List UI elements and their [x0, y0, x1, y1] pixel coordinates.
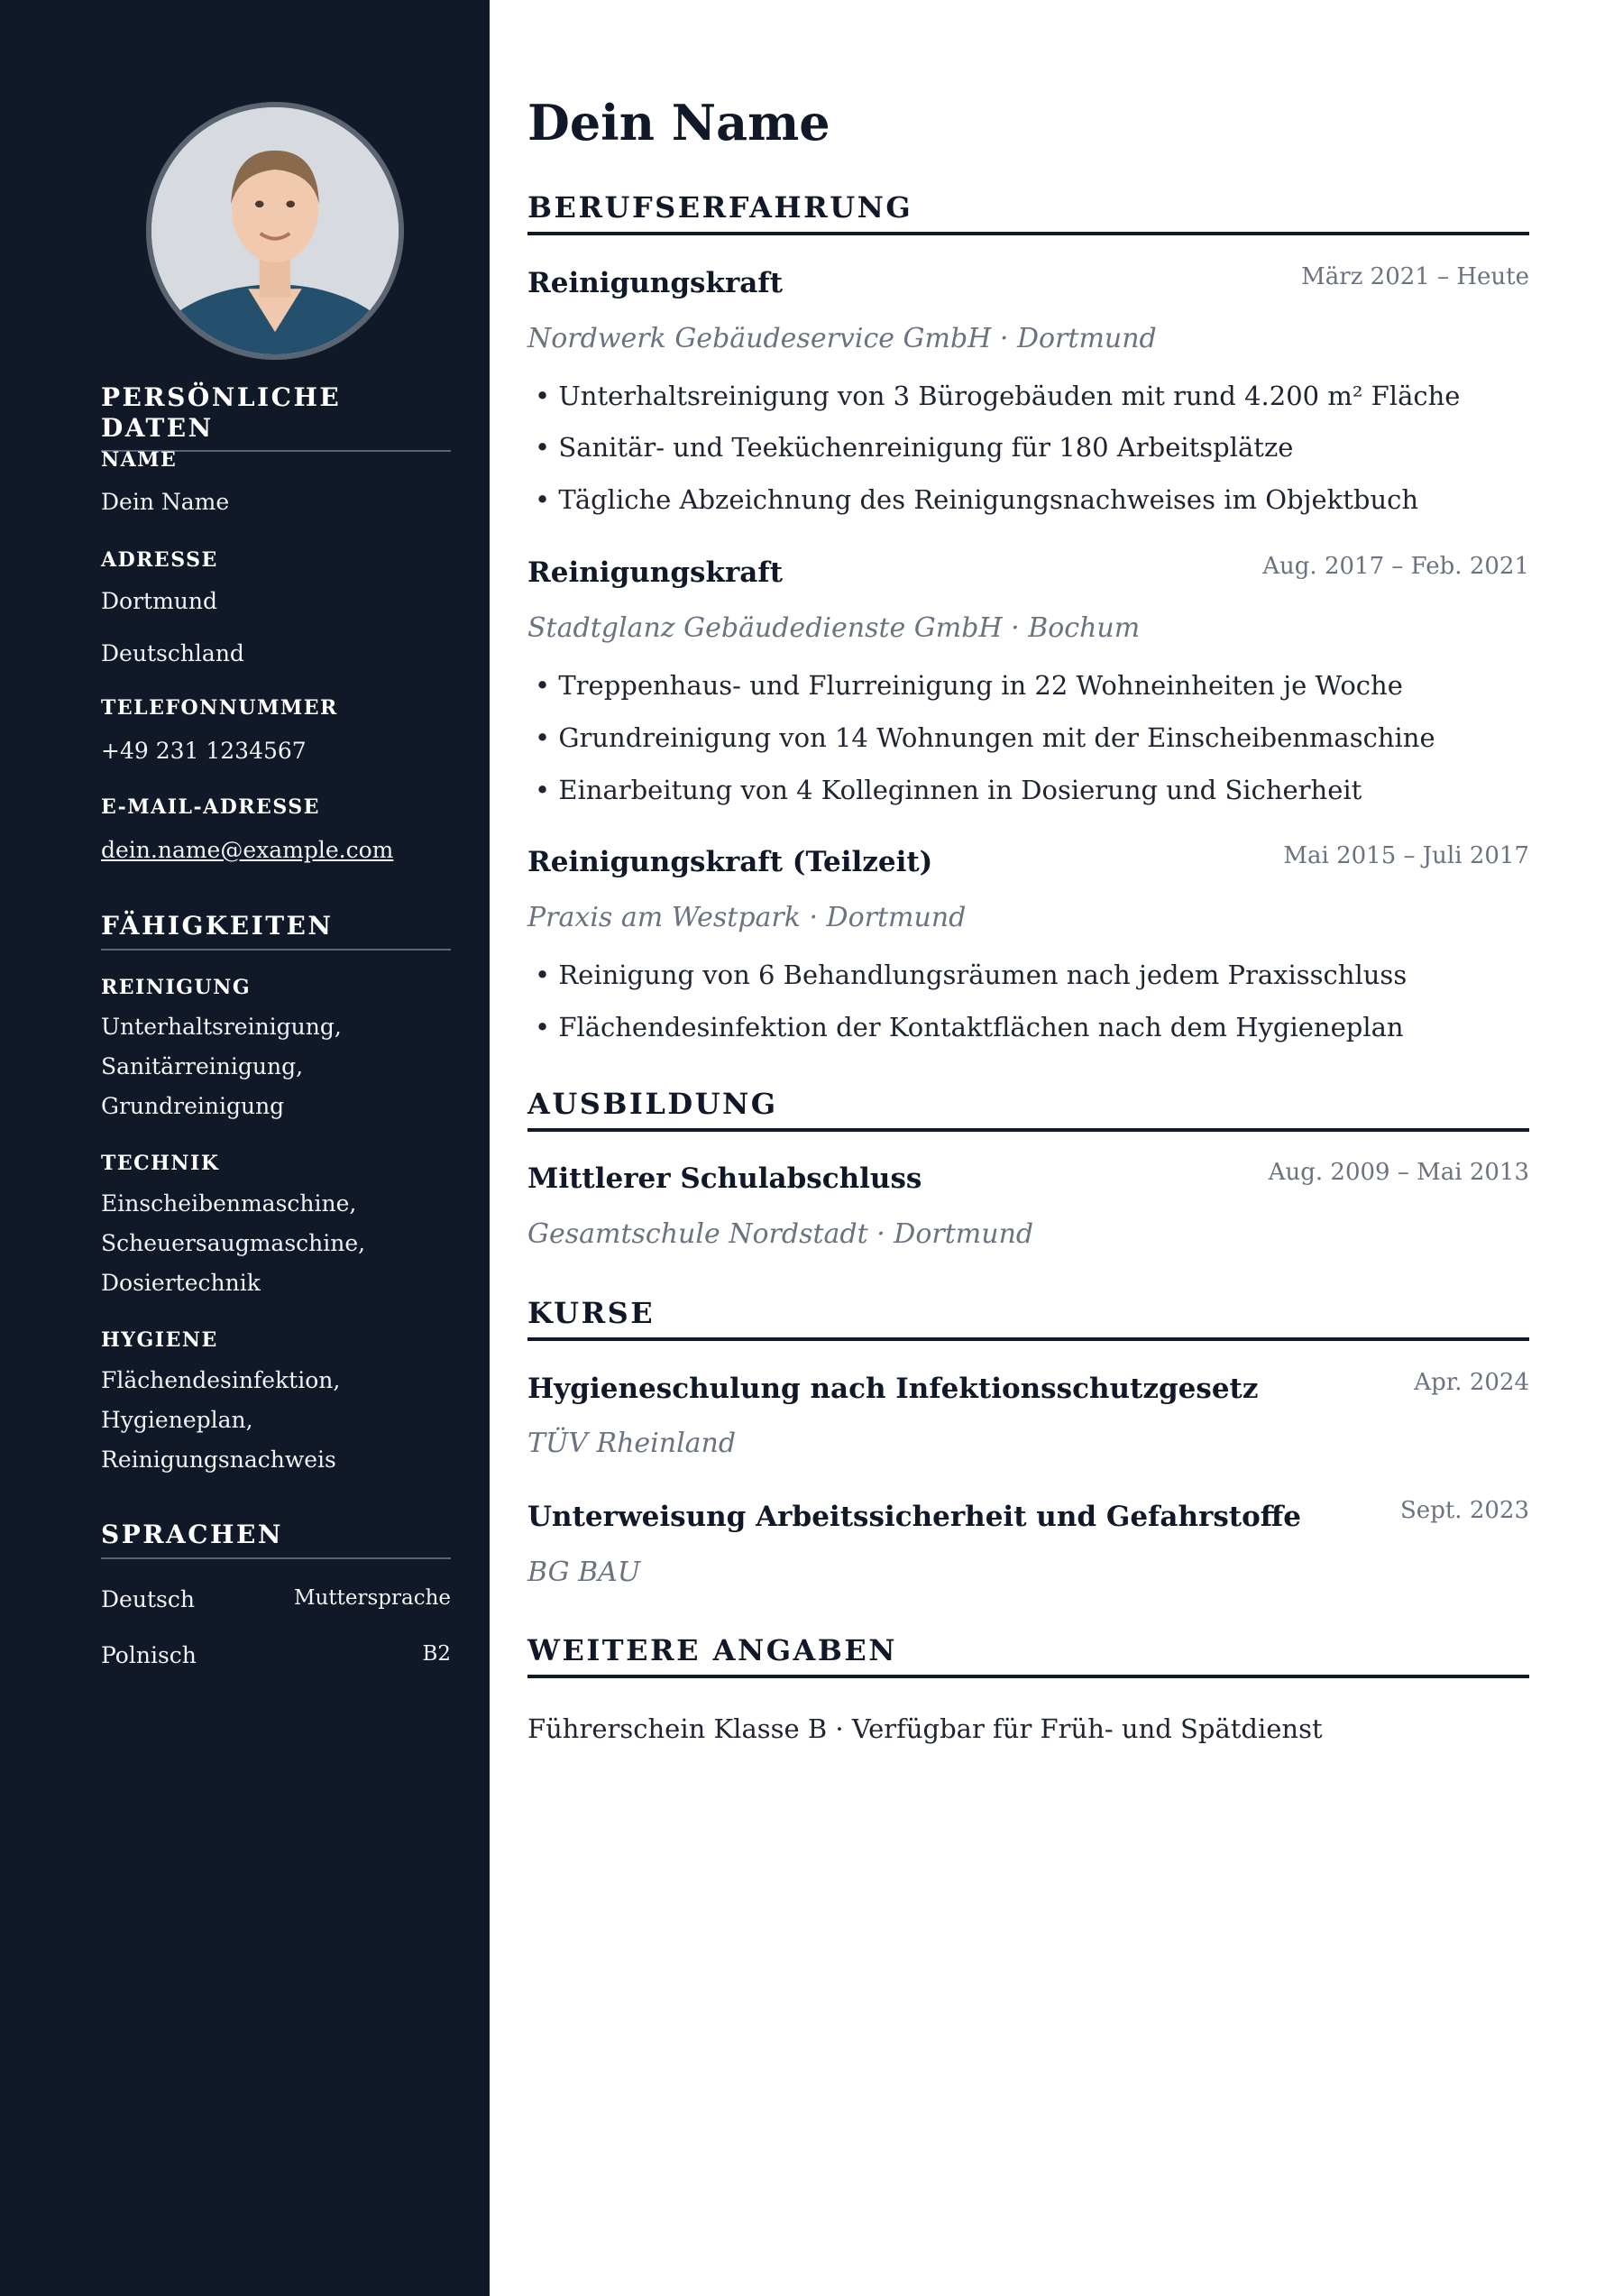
education-organization: Gesamtschule Nordstadt · Dortmund	[527, 1218, 1034, 1250]
job-bullet: • Sanitär- und Teeküchenreinigung für 180 Arbeitsplätze	[535, 432, 1294, 463]
skill-category-label: HYGIENE	[101, 1328, 218, 1352]
job-bullet: • Unterhaltsreinigung von 3 Bürogebäuden mit rund 4.200 m² Fläche	[535, 381, 1461, 411]
language-level: Muttersprache	[294, 1586, 451, 1610]
job-title: Reinigungskraft	[527, 267, 784, 299]
phone-label: TELEFONNUMMER	[101, 696, 338, 720]
job-bullet: • Flächendesinfektion der Kontaktflächen nach dem Hygieneplan	[535, 1012, 1404, 1042]
course-date: Apr. 2024	[1414, 1369, 1529, 1396]
education-title: Mittlerer Schulabschluss	[527, 1162, 922, 1195]
skill-line: Hygieneplan,	[101, 1407, 253, 1433]
languages-heading: SPRACHEN	[101, 1520, 451, 1559]
language-row	[101, 1642, 451, 1668]
language-level: B2	[422, 1642, 451, 1666]
skill-line: Unterhaltsreinigung,	[101, 1014, 342, 1040]
skill-line: Dosiertechnik	[101, 1270, 261, 1296]
skill-line: Scheuersaugmaschine,	[101, 1230, 366, 1256]
address-city: Dortmund	[101, 588, 218, 614]
personal-data-heading: PERSÖNLICHE DATEN	[101, 382, 451, 452]
job-date: Aug. 2017 – Feb. 2021	[1262, 553, 1529, 580]
job-organization: Praxis am Westpark · Dortmund	[527, 902, 967, 933]
job-bullet: • Treppenhaus- und Flurreinigung in 22 Wohneinheiten je Woche	[535, 670, 1403, 701]
phone-value: +49 231 1234567	[101, 738, 307, 764]
skill-line: Flächendesinfektion,	[101, 1367, 341, 1393]
language-name: Polnisch	[101, 1642, 197, 1668]
job-organization: Stadtglanz Gebäudedienste GmbH · Bochum	[527, 612, 1141, 644]
email-link[interactable]: dein.name@example.com	[101, 837, 394, 863]
language-name: Deutsch	[101, 1586, 195, 1612]
skill-line: Grundreinigung	[101, 1093, 285, 1119]
job-date: März 2021 – Heute	[1301, 263, 1529, 290]
page-title: Dein Name	[527, 94, 830, 152]
name-value: Dein Name	[101, 489, 230, 515]
address-label: ADRESSE	[101, 548, 218, 572]
person-portrait-icon	[151, 107, 399, 354]
skill-category-label: REINIGUNG	[101, 976, 252, 999]
course-title: Hygieneschulung nach Infektionsschutzgesetz	[527, 1373, 1259, 1405]
job-organization: Nordwerk Gebäudeservice GmbH · Dortmund	[527, 323, 1157, 354]
more-info-heading: WEITERE ANGABEN	[527, 1633, 1529, 1678]
sidebar	[0, 0, 490, 2296]
experience-heading: BERUFSERFAHRUNG	[527, 190, 1529, 235]
job-date: Mai 2015 – Juli 2017	[1283, 842, 1529, 869]
job-title: Reinigungskraft (Teilzeit)	[527, 846, 933, 878]
skills-heading: FÄHIGKEITEN	[101, 911, 451, 951]
courses-heading: KURSE	[527, 1296, 1529, 1341]
skill-line: Einscheibenmaschine,	[101, 1190, 357, 1217]
course-provider: TÜV Rheinland	[527, 1428, 737, 1459]
education-heading: AUSBILDUNG	[527, 1087, 1529, 1132]
course-date: Sept. 2023	[1400, 1497, 1529, 1524]
skill-category-label: TECHNIK	[101, 1152, 220, 1175]
job-bullet: • Reinigung von 6 Behandlungsräumen nach jedem Praxisschluss	[535, 960, 1408, 990]
skill-line: Sanitärreinigung,	[101, 1053, 304, 1079]
course-provider: BG BAU	[527, 1557, 641, 1588]
name-label: NAME	[101, 448, 178, 472]
job-bullet: • Tägliche Abzeichnung des Reinigungsnachweises im Objektbuch	[535, 484, 1419, 515]
language-row	[101, 1586, 451, 1612]
skill-line: Reinigungsnachweis	[101, 1446, 336, 1473]
profile-photo	[146, 102, 404, 360]
email-label: E-MAIL-ADRESSE	[101, 795, 320, 819]
address-country: Deutschland	[101, 640, 244, 666]
main-content	[490, 0, 1623, 2296]
more-info-text: Führerschein Klasse B · Verfügbar für Früh- und Spätdienst	[527, 1713, 1323, 1744]
education-date: Aug. 2009 – Mai 2013	[1268, 1159, 1529, 1186]
job-bullet: • Einarbeitung von 4 Kolleginnen in Dosierung und Sicherheit	[535, 775, 1362, 805]
job-title: Reinigungskraft	[527, 556, 784, 589]
course-title: Unterweisung Arbeitssicherheit und Gefahrstoffe	[527, 1501, 1301, 1533]
job-bullet: • Grundreinigung von 14 Wohnungen mit der Einscheibenmaschine	[535, 722, 1435, 753]
